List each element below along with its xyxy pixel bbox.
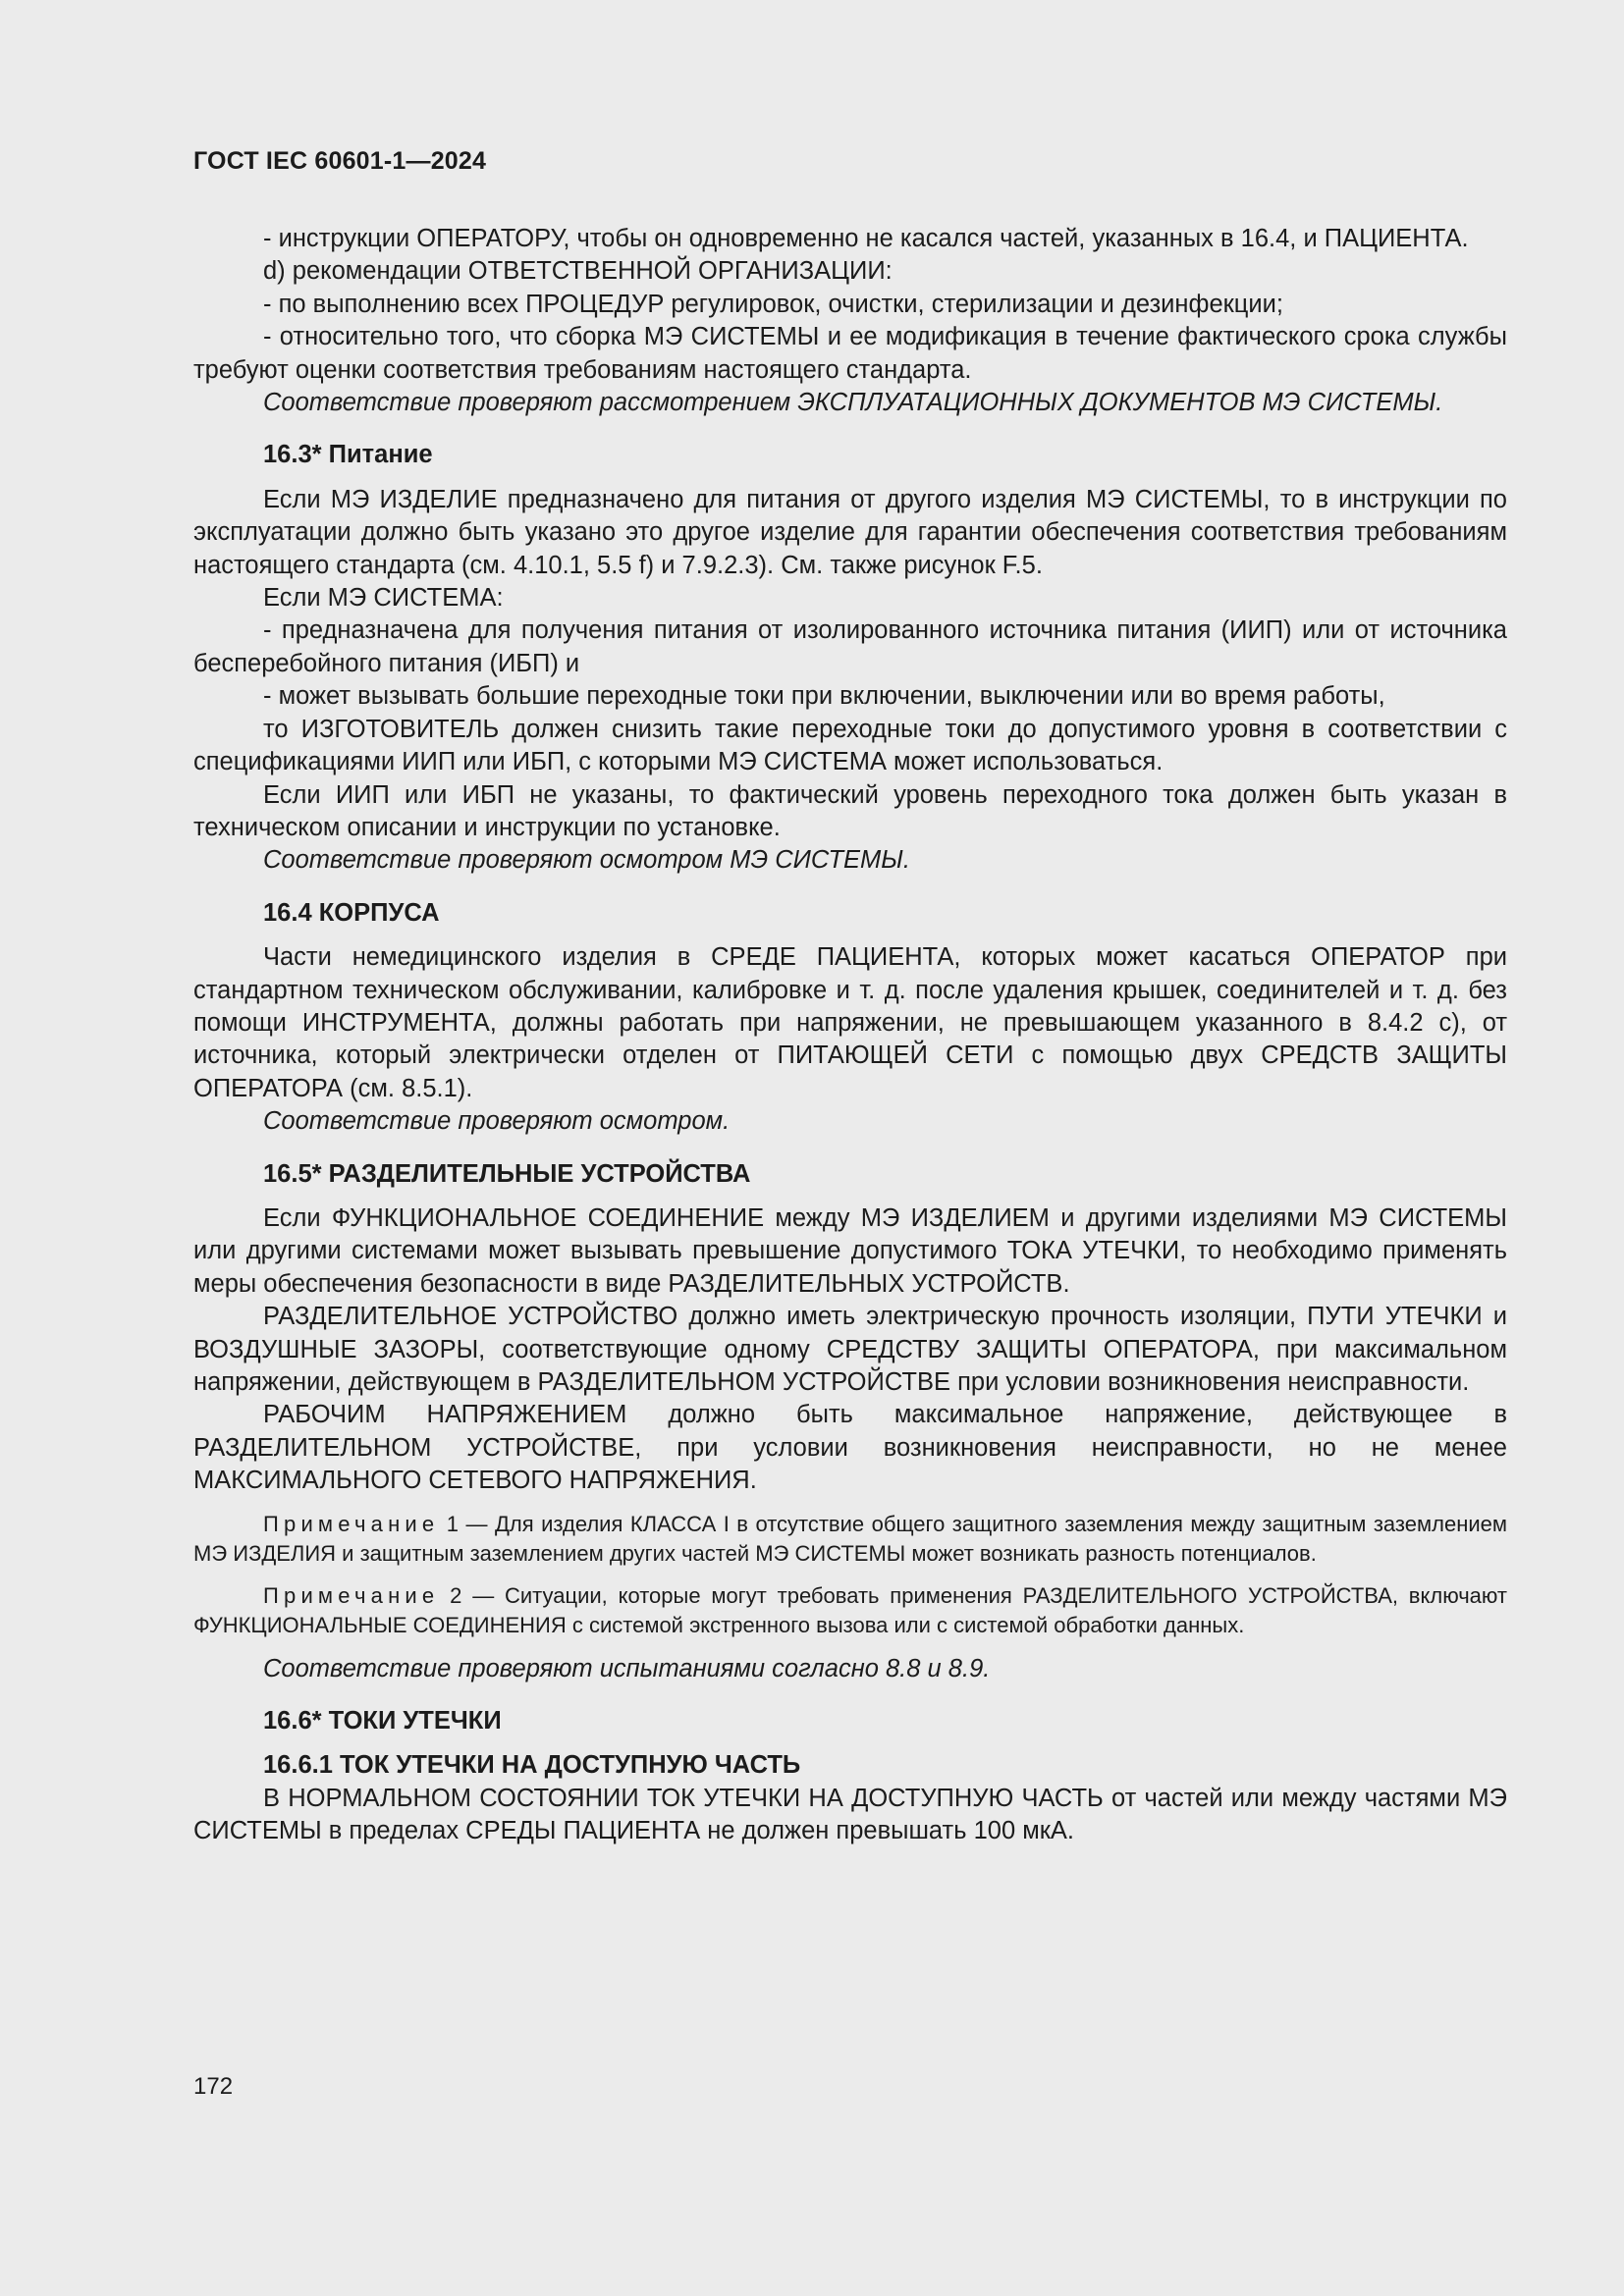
- note-label: Примечание: [263, 1511, 440, 1536]
- list-item: - может вызывать большие переходные токи при включении, выключении или во время работы,: [263, 682, 1385, 711]
- paragraph: РАБОЧИМ НАПРЯЖЕНИЕМ должно быть максимальное напряжение, действующее в РАЗДЕЛИТЕЛЬНОМ УСТРОЙСТВЕ, при условии возникновения неисправности, но не менее МАКСИМАЛЬНОГО СЕТЕВОГО НАПРЯЖЕНИЯ.: [193, 1401, 1507, 1495]
- paragraph: В НОРМАЛЬНОМ СОСТОЯНИИ ТОК УТЕЧКИ НА ДОСТУПНУЮ ЧАСТЬ от частей или между частями МЭ СИСТЕМЫ в пределах СРЕДЫ ПАЦИЕНТА не должен превышать 100 мкА.: [193, 1784, 1507, 1845]
- paragraph: Если ИИП или ИБП не указаны, то фактический уровень переходного тока должен быть указан в техническом описании и инструкции по установке.: [193, 780, 1507, 841]
- section-heading-16-3: 16.3* Питание: [263, 441, 433, 469]
- paragraph: Части немедицинского изделия в СРЕДЕ ПАЦИЕНТА, которых может касаться ОПЕРАТОР при стандартном техническом обслуживании, калибровке и т. д. после удаления крышек, соединителей и т. д. без помощи ИНСТРУМЕНТА, должны работать при напряжении, не превышающем указанного в 8.4.2 c), от источника, который электрически отделен от ПИТАЮЩЕЙ СЕТИ с помощью двух СРЕДСТВ ЗАЩИТЫ ОПЕРАТОРА (см. 8.5.1).: [193, 943, 1507, 1102]
- paragraph: РАЗДЕЛИТЕЛЬНОЕ УСТРОЙСТВО должно иметь электрическую прочность изоляции, ПУТИ УТЕЧКИ и ВОЗДУШНЫЕ ЗАЗОРЫ, соответствующие одному СРЕДСТВУ ЗАЩИТЫ ОПЕРАТОРА, при максимальном напряжении, действующем в РАЗДЕЛИТЕЛЬНОМ УСТРОЙСТВЕ при условии возникновения неисправности.: [193, 1303, 1507, 1396]
- note-text: 2 — Ситуации, которые могут требовать применения РАЗДЕЛИТЕЛЬНОГО УСТРОЙСТВА, включают ФУНКЦИОНАЛЬНЫЕ СОЕДИНЕНИЯ с системой экстренного вызова или с системой обработки данных.: [193, 1582, 1507, 1638]
- section-heading-16-5: 16.5* РАЗДЕЛИТЕЛЬНЫЕ УСТРОЙСТВА: [263, 1159, 751, 1188]
- list-item: - по выполнению всех ПРОЦЕДУР регулировок, очистки, стерилизации и дезинфекции;: [263, 290, 1283, 318]
- note-2: [193, 1581, 1507, 1641]
- section-heading-16-6-1: 16.6.1 ТОК УТЕЧКИ НА ДОСТУПНУЮ ЧАСТЬ: [263, 1751, 801, 1780]
- paragraph: Если МЭ ИЗДЕЛИЕ предназначено для питания от другого изделия МЭ СИСТЕМЫ, то в инструкции по эксплуатации должно быть указано это другое изделие для гарантии обеспечения соответствия требованиям настоящего стандарта (см. 4.10.1, 5.5 f) и 7.9.2.3). См. также рисунок F.5.: [193, 485, 1507, 579]
- document-header: ГОСТ IEC 60601-1—2024: [193, 147, 487, 175]
- compliance-statement: Соответствие проверяют осмотром МЭ СИСТЕМЫ.: [263, 846, 910, 875]
- note-label: Примечание: [263, 1582, 440, 1608]
- compliance-statement: Соответствие проверяют рассмотрением ЭКСПЛУАТАЦИОННЫХ ДОКУМЕНТОВ МЭ СИСТЕМЫ.: [263, 389, 1443, 417]
- section-heading-16-6: 16.6* ТОКИ УТЕЧКИ: [263, 1707, 502, 1735]
- page-number: 172: [193, 2073, 234, 2100]
- compliance-statement: Соответствие проверяют испытаниями согласно 8.8 и 8.9.: [263, 1654, 991, 1682]
- compliance-statement: Соответствие проверяют осмотром.: [263, 1107, 731, 1136]
- paragraph: то ИЗГОТОВИТЕЛЬ должен снизить такие переходные токи до допустимого уровня в соответствии с спецификациями ИИП или ИБП, с которыми МЭ СИСТЕМА может использоваться.: [193, 715, 1507, 776]
- paragraph: - инструкции ОПЕРАТОРУ, чтобы он одновременно не касался частей, указанных в 16.4, и ПАЦИЕНТА.: [263, 225, 1469, 252]
- list-item: d) рекомендации ОТВЕТСТВЕННОЙ ОРГАНИЗАЦИИ:: [263, 257, 893, 286]
- page-body: [193, 223, 1507, 1848]
- list-item: - предназначена для получения питания от изолированного источника питания (ИИП) или от источника бесперебойного питания (ИБП) и: [193, 616, 1507, 677]
- paragraph: Если ФУНКЦИОНАЛЬНОЕ СОЕДИНЕНИЕ между МЭ ИЗДЕЛИЕМ и другими изделиями МЭ СИСТЕМЫ или другими системами может вызывать превышение допустимого ТОКА УТЕЧКИ, то необходимо применять меры обеспечения безопасности в виде РАЗДЕЛИТЕЛЬНЫХ УСТРОЙСТВ.: [193, 1203, 1507, 1298]
- paragraph: Если МЭ СИСТЕМА:: [263, 584, 504, 613]
- note-text: 1 — Для изделия КЛАССА I в отсутствие общего защитного заземления между защитным заземлением МЭ ИЗДЕЛИЯ и защитным заземлением других частей МЭ СИСТЕМЫ может возникать разность потенциалов.: [193, 1511, 1507, 1567]
- note-1: [193, 1510, 1507, 1570]
- section-heading-16-4: 16.4 КОРПУСА: [263, 898, 440, 927]
- list-item: - относительно того, что сборка МЭ СИСТЕМЫ и ее модификация в течение фактического срока службы требуют оценки соответствия требованиям настоящего стандарта.: [193, 323, 1507, 384]
